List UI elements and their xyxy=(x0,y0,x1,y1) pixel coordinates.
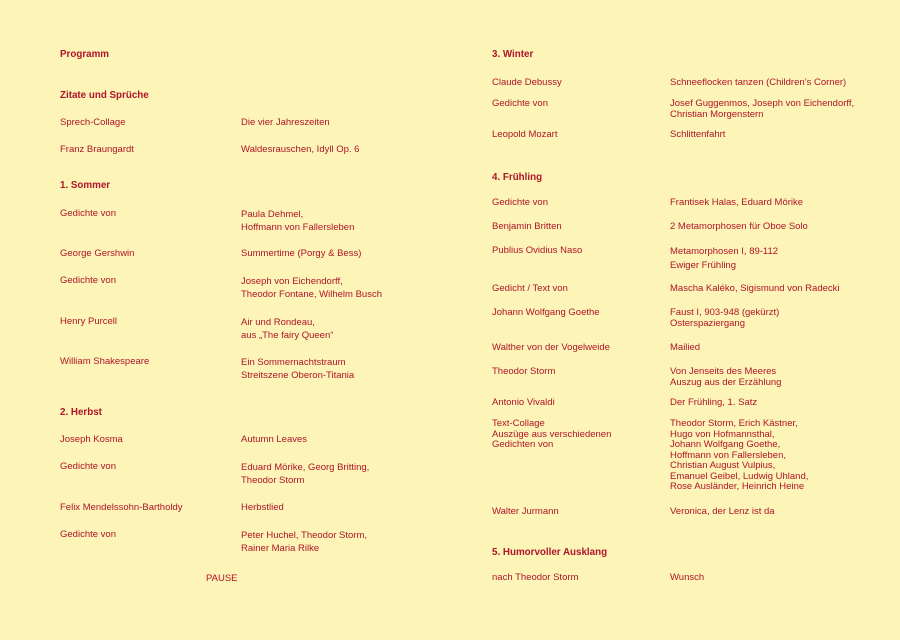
program-composer: Henry Purcell xyxy=(60,316,118,327)
program-work: Der Frühling, 1. Satz xyxy=(670,397,758,408)
program-work: Air und Rondeau, aus „The fairy Queen“ xyxy=(241,317,334,341)
program-work: Wunsch xyxy=(670,572,705,583)
program-work: Faust I, 903-948 (gekürzt) Osterspaziergang xyxy=(670,307,780,329)
program-work: Metamorphosen I, 89-112 Ewiger Frühling xyxy=(670,246,779,271)
program-work: Die vier Jahreszeiten xyxy=(241,117,330,128)
section-heading: 2. Herbst xyxy=(60,407,102,418)
section-heading: 5. Humorvoller Ausklang xyxy=(492,547,608,558)
section-heading: Zitate und Sprüche xyxy=(60,90,149,101)
program-composer: Sprech-Collage xyxy=(60,117,126,128)
section-heading: 3. Winter xyxy=(492,49,534,60)
program-composer: Gedicht / Text von xyxy=(492,283,568,294)
program-composer: George Gershwin xyxy=(60,248,135,259)
program-composer: Gedichte von xyxy=(492,197,548,208)
program-work: Mailied xyxy=(670,342,701,353)
program-composer: Joseph Kosma xyxy=(60,434,123,445)
program-composer: nach Theodor Storm xyxy=(492,572,579,583)
program-work: Joseph von Eichendorff, Theodor Fontane, Wilhelm Busch xyxy=(241,276,382,300)
program-composer: Publius Ovidius Naso xyxy=(492,245,583,256)
program-work: Eduard Mörike, Georg Britting, Theodor Storm xyxy=(241,462,370,486)
program-title: Programm xyxy=(60,49,109,60)
program-work: Waldesrauschen, Idyll Op. 6 xyxy=(241,144,360,155)
program-composer: Gedichte von xyxy=(492,98,548,109)
program-work: Von Jenseits des Meeres Auszug aus der Erzählung xyxy=(670,366,782,388)
program-composer: Gedichte von xyxy=(60,461,116,472)
program-composer: Johann Wolfgang Goethe xyxy=(492,307,600,318)
program-composer: Franz Braungardt xyxy=(60,144,134,155)
program-work: Ein Sommernachtstraum Streitszene Oberon-Titania xyxy=(241,357,355,381)
program-work: Schlittenfahrt xyxy=(670,129,726,140)
program-composer: Claude Debussy xyxy=(492,77,562,88)
program-work: Schneeflocken tanzen (Children’s Corner) xyxy=(670,77,847,88)
program-composer: Walter Jurmann xyxy=(492,506,559,517)
program-work: Peter Huchel, Theodor Storm, Rainer Maria Rilke xyxy=(241,530,368,554)
program-composer: Gedichte von xyxy=(60,529,116,540)
program-composer: Antonio Vivaldi xyxy=(492,397,555,408)
program-composer: Leopold Mozart xyxy=(492,129,558,140)
program-composer: William Shakespeare xyxy=(60,356,150,367)
program-work: Frantisek Halas, Eduard Mörike xyxy=(670,197,804,208)
program-work: Mascha Kaléko, Sigismund von Radecki xyxy=(670,283,840,294)
program-work: Paula Dehmel, Hoffmann von Fallersleben xyxy=(241,209,355,233)
program-work: Autumn Leaves xyxy=(241,434,308,445)
program-work: 2 Metamorphosen für Oboe Solo xyxy=(670,221,808,232)
program-composer: Text-Collage Auszüge aus verschiedenen Gedichten von xyxy=(492,418,612,450)
program-work: Josef Guggenmos, Joseph von Eichendorff, Christian Morgenstern xyxy=(670,98,855,120)
program-work: Veronica, der Lenz ist da xyxy=(670,506,775,517)
program-composer: Benjamin Britten xyxy=(492,221,562,232)
program-composer: Gedichte von xyxy=(60,208,116,219)
pause-label: PAUSE xyxy=(206,573,238,584)
section-heading: 1. Sommer xyxy=(60,180,111,191)
program-composer: Theodor Storm xyxy=(492,366,556,377)
section-heading: 4. Frühling xyxy=(492,172,543,183)
program-work: Herbstlied xyxy=(241,502,284,513)
program-work: Theodor Storm, Erich Kästner, Hugo von Hofmannsthal, Johann Wolfgang Goethe, Hoffmann von Fallersleben, Christian August Vulpius, Emanuel Geibel, Ludwig Uhland, Rose Ausländer, Heinrich Heine xyxy=(670,418,809,492)
program-composer: Walther von der Vogelweide xyxy=(492,342,610,353)
program-composer: Gedichte von xyxy=(60,275,116,286)
program-work: Summertime (Porgy & Bess) xyxy=(241,248,362,259)
program-composer: Felix Mendelssohn-Bartholdy xyxy=(60,502,183,513)
